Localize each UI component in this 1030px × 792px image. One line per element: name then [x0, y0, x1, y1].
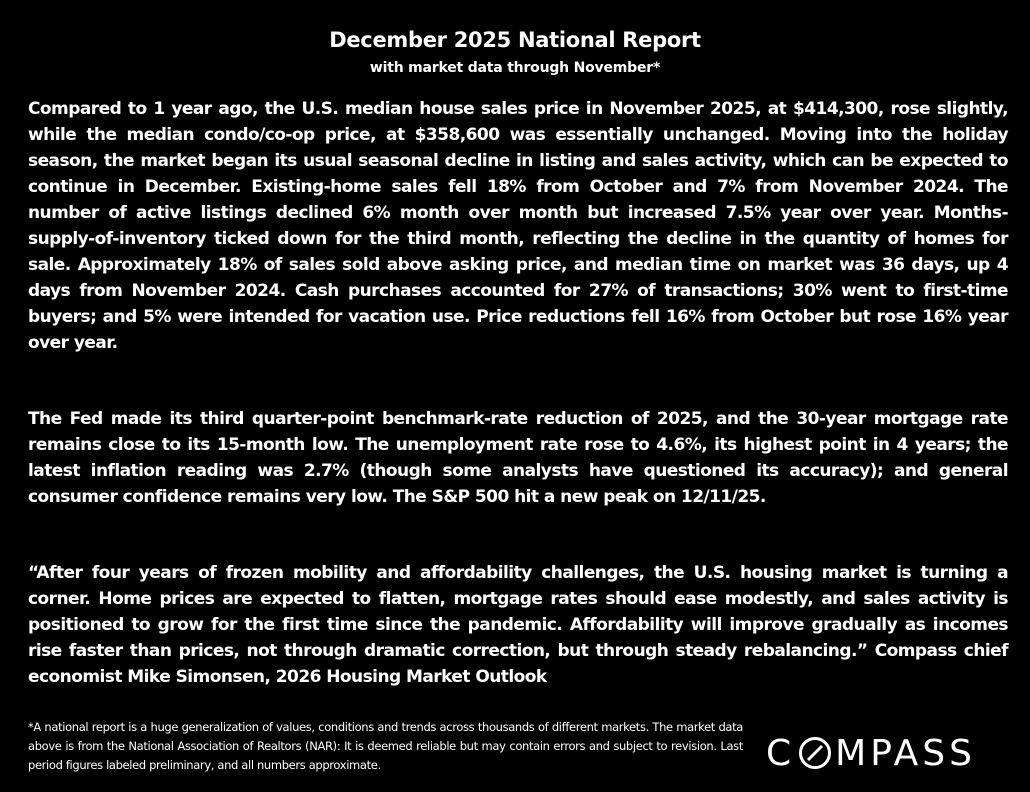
market-summary-paragraph: Compared to 1 year ago, the U.S. median house sales price in November 2025, at $414,300, rose slightly, while the median condo/co-op price, at $358,600 was essentially unchanged. Moving into the holiday season, the market began its usual seasonal decline in listing and sales activity, which can be expected to continue in December. Existing-home sales fell 18% from October and 7% from November 2024. The number of active listings declined 6% month over month but increased 7.5% year over year. Months-supply-of-inventory ticked down for the third month, reflecting the decline in the quantity of homes for sale. Approximately 18% of sales sold above asking price, and median time on market was 36 days, up 4 days from November 2024. Cash purchases accounted for 27% of transactions; 30% went to first-time buyers; and 5% were intended for vacation use. Price reductions fell 16% from October but rose 16% year over year. [28, 99, 1008, 353]
report-subtitle: with market data through November* [369, 60, 661, 76]
compass-logo [766, 733, 976, 773]
economy-paragraph: The Fed made its third quarter-point benchmark-rate reduction of 2025, and the 30-year mortgage rate remains close to its 15-month low. The unemployment rate rose to 4.6%, its highest point in 4 years; the latest inflation reading was 2.7% (though some analysts have questioned its accuracy); and general consumer confidence remains very low. The S&P 500 hit a new peak on 12/11/25. [28, 409, 1008, 507]
logo-text-left: C [766, 732, 796, 774]
report-title: December 2025 National Report [329, 28, 701, 52]
disclaimer-footnote: *A national report is a huge generalization of values, conditions and trends across thousands of different markets. The market data above is from the National Association of Realtors (NAR): It is deemed reliable but may contain errors and subject to revision. Last period figures labeled preliminary, and all numbers approximate. [28, 720, 743, 772]
compass-o-icon [798, 736, 832, 770]
logo-text-right: MPASS [835, 732, 976, 774]
outlook-quote-paragraph: “After four years of frozen mobility and affordability challenges, the U.S. housing market is turning a corner. Home prices are expected to flatten, mortgage rates should ease modestly, and sales activity is positioned to grow for the first time since the pandemic. Affordability will improve gradually as incomes rise faster than prices, not through dramatic correction, but through steady rebalancing.” Compass chief economist Mike Simonsen, 2026 Housing Market Outlook [28, 563, 1008, 687]
